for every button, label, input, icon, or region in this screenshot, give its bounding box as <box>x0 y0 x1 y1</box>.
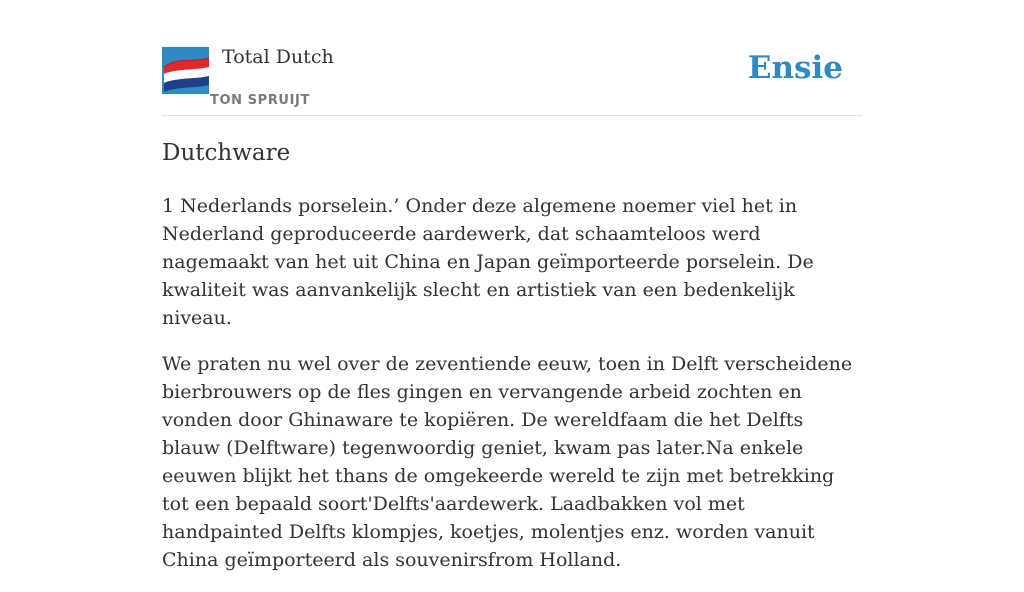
blog-avatar[interactable] <box>162 47 209 94</box>
post-body <box>162 192 862 592</box>
author-name[interactable]: TON SPRUIJT <box>210 93 310 108</box>
post-title: Dutchware <box>162 140 291 166</box>
blog-title[interactable]: Total Dutch <box>222 46 334 68</box>
post-paragraph: We praten nu wel over de zeventiende eeuw, toen in Delft verscheidene bierbrouwers op de fles gingen en vervangende arbeid zochten en vonden door Ghinaware te kopiëren. De wereldfaam die het Delfts blauw (Delftware) tegenwoordig geniet, kwam pas later.Na enkele eeuwen blijkt het thans de omgekeerde wereld te zijn met betrekking tot een bepaald soort'Delfts'aardewerk. Laadbakken vol met handpainted Delfts klompjes, koetjes, molentjes enz. worden vanuit China geïmporteerd als souvenirsfrom Holland. <box>162 353 853 571</box>
page-container <box>162 0 862 571</box>
dutch-flag-icon <box>162 47 209 94</box>
blog-header <box>162 0 862 116</box>
brand-logo[interactable]: Ensie <box>747 50 843 86</box>
post-paragraph: 1 Nederlands porselein.’ Onder deze algemene noemer viel het in Nederland geproduceerde aardewerk, dat schaamteloos werd nagemaakt van het uit China en Japan geïmporteerde porselein. De kwaliteit was aanvankelijk slecht en artistiek van een bedenkelijk niveau. <box>162 195 814 329</box>
